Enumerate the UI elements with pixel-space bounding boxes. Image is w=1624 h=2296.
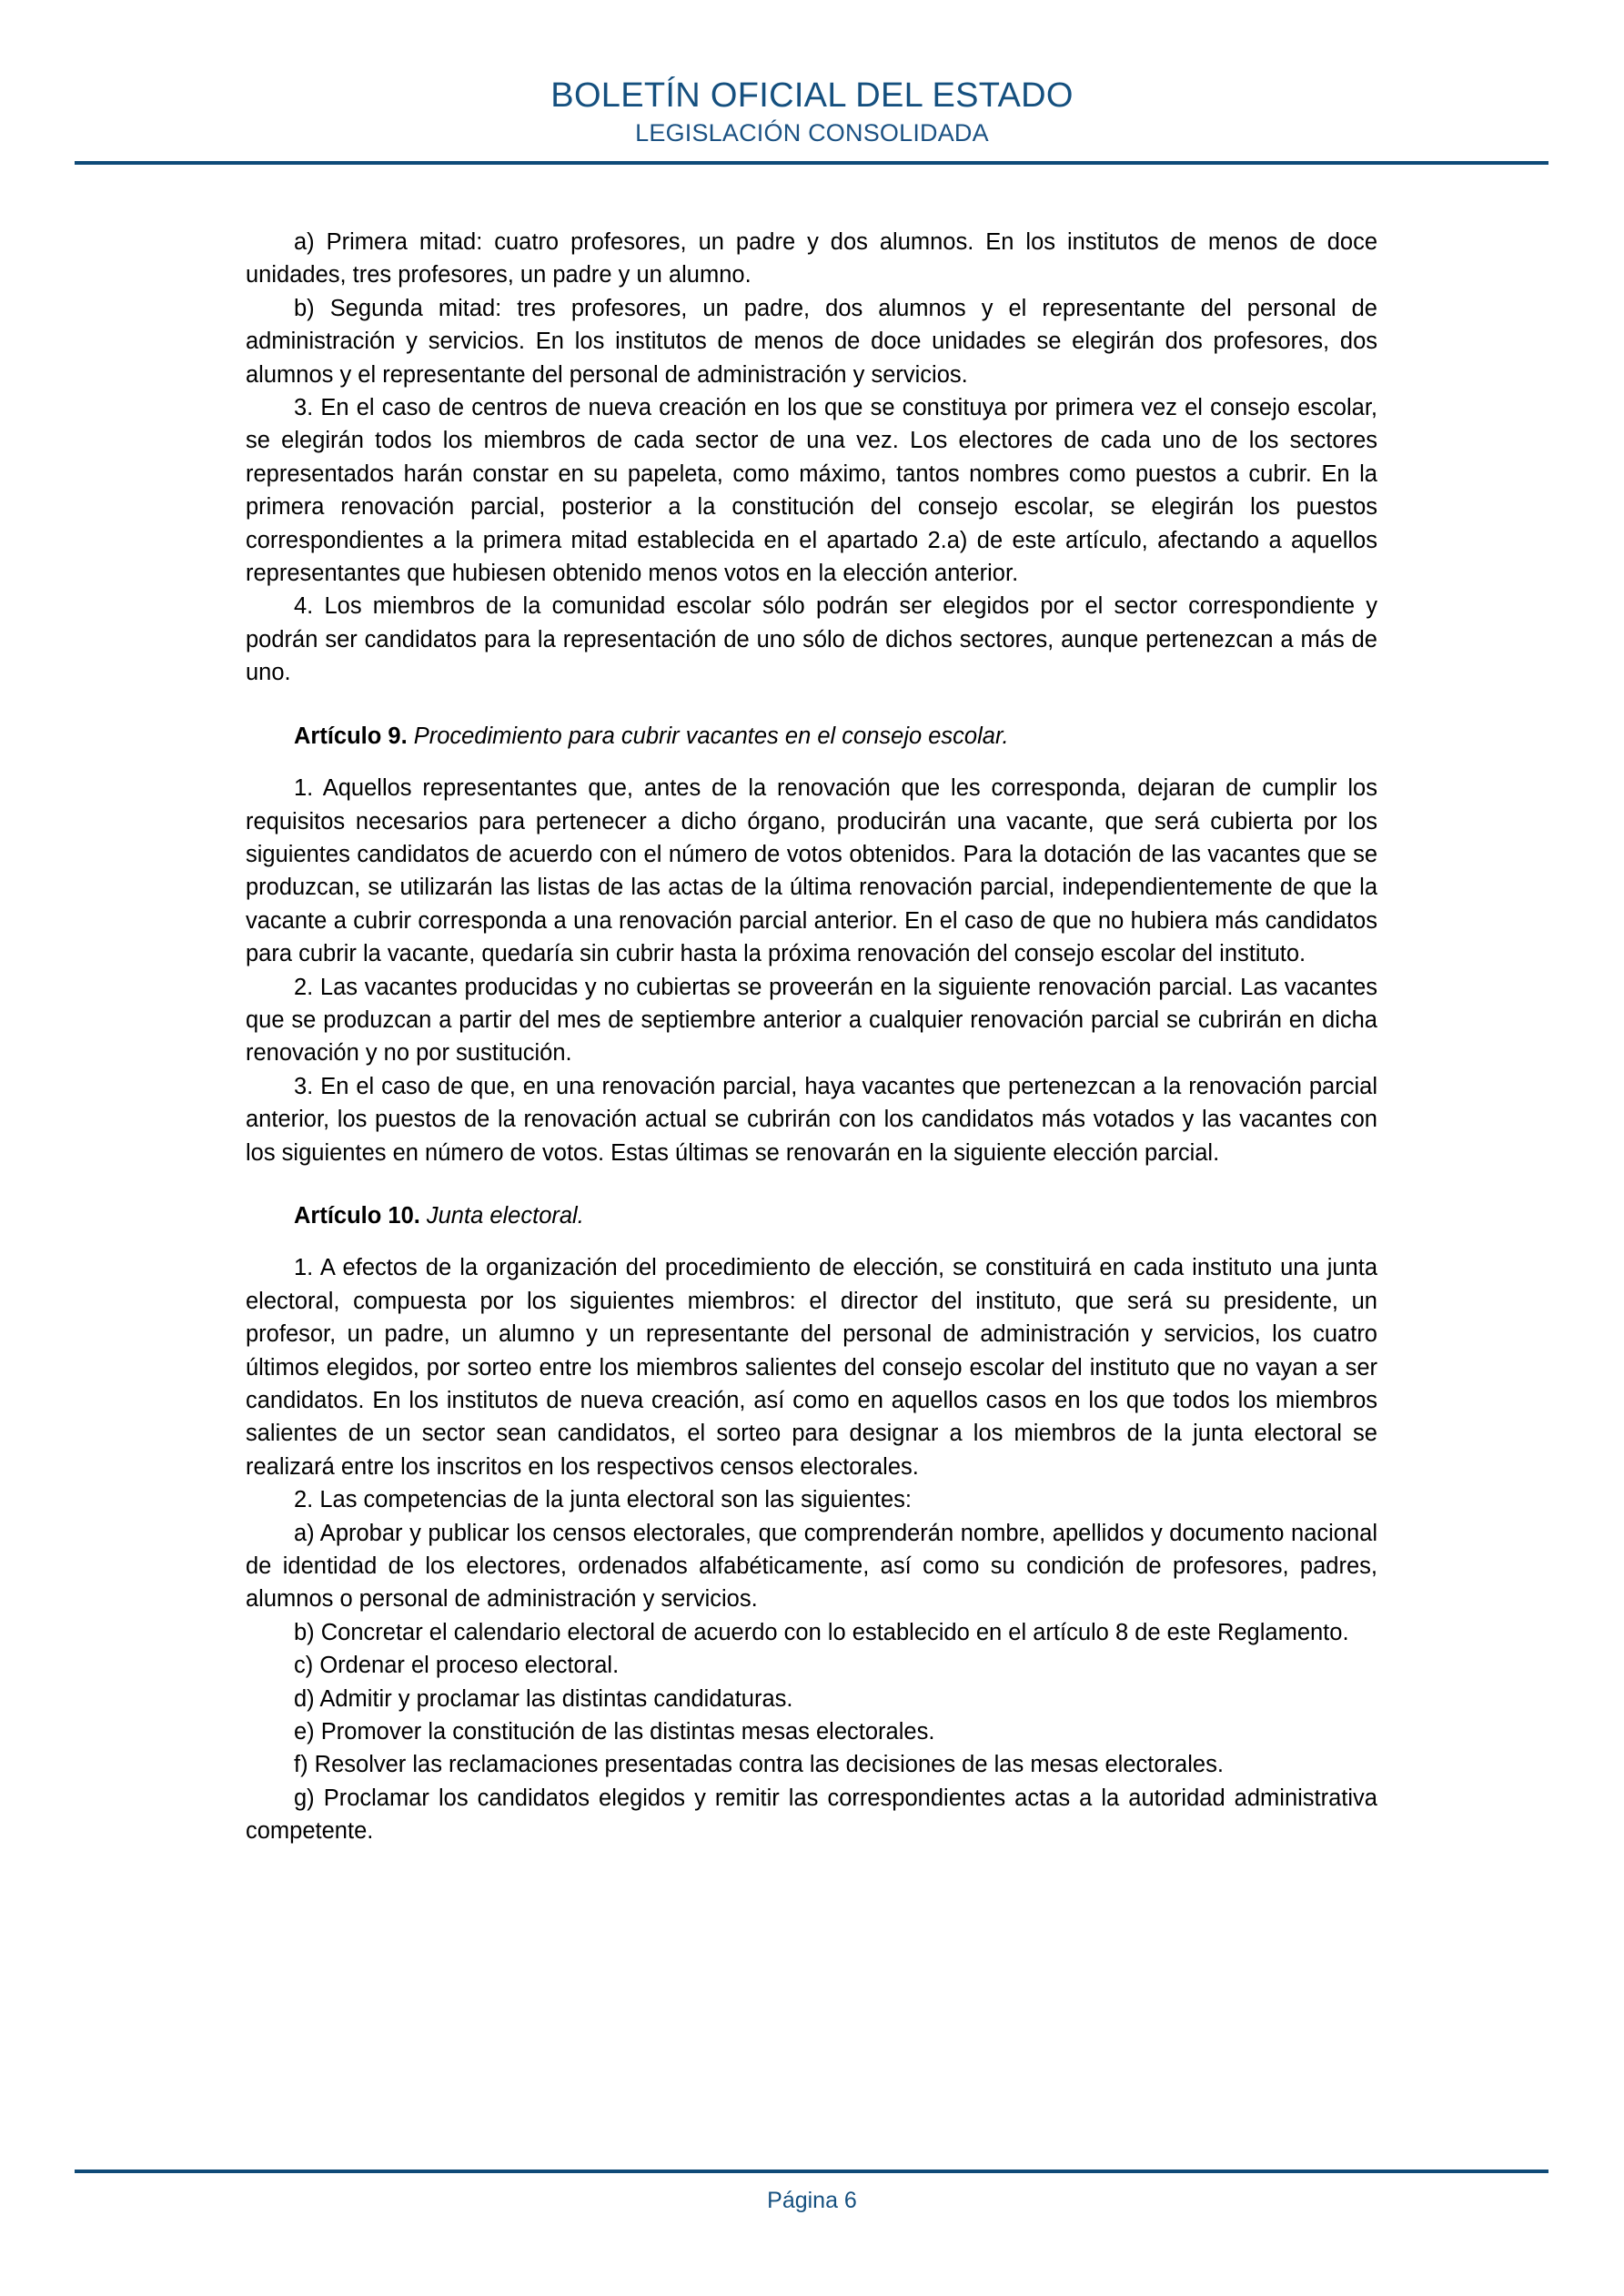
paragraph-art10-2-d: d) Admitir y proclamar las distintas candidaturas. (294, 1685, 793, 1712)
paragraph-art10-2-e: e) Promover la constitución de las distintas mesas electorales. (294, 1719, 935, 1745)
paragraph-art10-2-a: a) Aprobar y publicar los censos electorales, que comprenderán nombre, apellidos y documento nacional de identidad de los electores, ordenados alfabéticamente, así como su condición de profesores, padres, alumnos o personal de administración y servicios. (246, 1520, 1377, 1613)
paragraph-art10-2-f: f) Resolver las reclamaciones presentadas contra las decisiones de las mesas electorales. (294, 1752, 1224, 1778)
articulo-10-title: Junta electoral. (426, 1202, 584, 1229)
paragraph-art9-1: 1. Aquellos representantes que, antes de la renovación que les corresponda, dejaran de cumplir los requisitos necesarios para pertenecer a dicho órgano, producirán una vacante, que será cubierta por los siguientes candidatos de acuerdo con el número de votos obtenidos. Para la dotación de las vacantes que se produzcan, se utilizarán las listas de las actas de la última renovación parcial, independientemente de que la vacante a cubrir corresponda a una renovación parcial anterior. En el caso de que no hubiera más candidatos para cubrir la vacante, quedaría sin cubrir hasta la próxima renovación del consejo escolar del instituto. (246, 775, 1377, 967)
paragraph-art8-2-a: a) Primera mitad: cuatro profesores, un padre y dos alumnos. En los institutos de menos de doce unidades, tres profesores, un padre y un alumno. (246, 229, 1377, 288)
paragraph-art10-1: 1. A efectos de la organización del procedimiento de elección, se constituirá en cada instituto una junta electoral, compuesta por los siguientes miembros: el director del instituto, que será su presidente, un profesor, un padre, un alumno y un representante del personal de administración y servicios, los cuatro últimos elegidos, por sorteo entre los miembros salientes del consejo escolar del instituto que no vayan a ser candidatos. En los institutos de nueva creación, así como en aquellos casos en los que todos los miembros salientes de un sector sean candidatos, el sorteo para designar a los miembros de la junta electoral se realizará entre los inscritos en los respectivos censos electorales. (246, 1255, 1377, 1480)
articulo-10-number: Artículo 10. (294, 1202, 420, 1229)
articulo-9-number: Artículo 9. (294, 723, 408, 749)
articulo-9-title: Procedimiento para cubrir vacantes en el consejo escolar. (413, 723, 1009, 749)
heading-articulo-10 (246, 1169, 1377, 1251)
page-header (0, 0, 1624, 159)
page-number: Página 6 (767, 2188, 857, 2213)
paragraph-art10-2-b: b) Concretar el calendario electoral de acuerdo con lo establecido en el artículo 8 de este Reglamento. (294, 1619, 1349, 1645)
paragraph-art9-3: 3. En el caso de que, en una renovación parcial, haya vacantes que pertenezcan a la renovación parcial anterior, los puestos de la renovación actual se cubrirán con los candidatos más votados y las vacantes con los siguientes en número de votos. Estas últimas se renovarán en la siguiente elección parcial. (246, 1073, 1377, 1166)
paragraph-art10-2-g: g) Proclamar los candidatos elegidos y remitir las correspondientes actas a la autoridad administrativa competente. (246, 1785, 1377, 1845)
paragraph-art10-2-c: c) Ordenar el proceso electoral. (294, 1653, 620, 1679)
footer-divider (75, 2170, 1548, 2173)
document-body (246, 226, 1377, 1848)
page-footer (0, 2169, 1624, 2296)
header-divider (75, 161, 1548, 165)
heading-articulo-9 (246, 690, 1377, 772)
publication-title: BOLETÍN OFICIAL DEL ESTADO (550, 76, 1074, 115)
publication-subtitle: LEGISLACIÓN CONSOLIDADA (635, 119, 989, 147)
paragraph-art8-4: 4. Los miembros de la comunidad escolar sólo podrán ser elegidos por el sector correspondiente y podrán ser candidatos para la representación de uno sólo de dichos sectores, aunque pertenezcan a más de uno. (246, 593, 1377, 686)
paragraph-art9-2: 2. Las vacantes producidas y no cubiertas se proveerán en la siguiente renovación parcial. Las vacantes que se produzcan a partir del mes de septiembre anterior a cualquier renovación parcial se cubrirán en dicha renovación y no por sustitución. (246, 974, 1377, 1067)
paragraph-art8-2-b: b) Segunda mitad: tres profesores, un padre, dos alumnos y el representante del personal de administración y servicios. En los institutos de menos de doce unidades se elegirán dos profesores, dos alumnos y el representante del personal de administración y servicios. (246, 295, 1377, 388)
paragraph-art8-3: 3. En el caso de centros de nueva creación en los que se constituya por primera vez el consejo escolar, se elegirán todos los miembros de cada sector de una vez. Los electores de cada uno de los sectores representados harán constar en su papeleta, como máximo, tantos nombres como puestos a cubrir. En la primera renovación parcial, posterior a la constitución del consejo escolar, se elegirán los puestos correspondientes a la primera mitad establecida en el apartado 2.a) de este artículo, afectando a aquellos representantes que hubiesen obtenido menos votos en la elección anterior. (246, 395, 1377, 587)
paragraph-art10-2: 2. Las competencias de la junta electoral son las siguientes: (294, 1487, 912, 1513)
